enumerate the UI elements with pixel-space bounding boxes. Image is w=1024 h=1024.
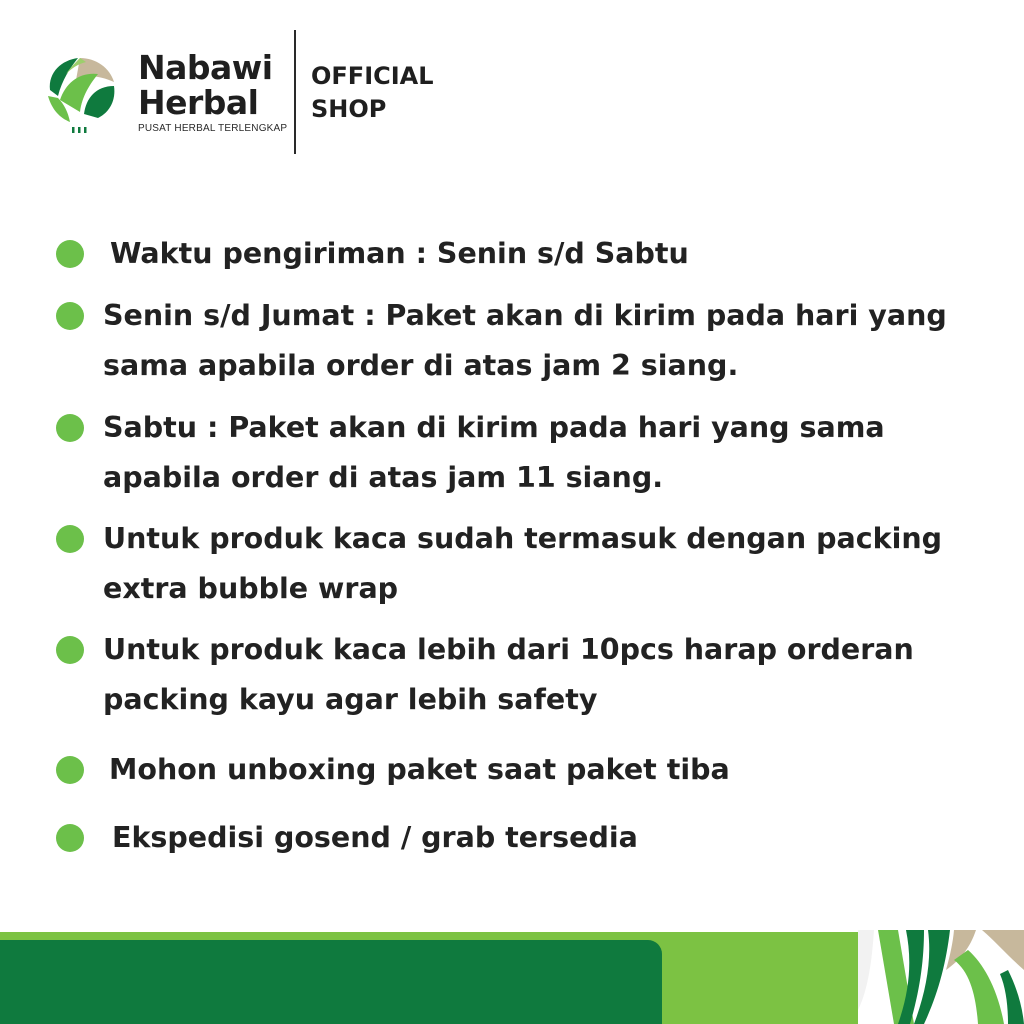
list-item-line: Senin s/d Jumat : Paket akan di kirim pada hari yang — [103, 299, 947, 332]
list-item-text — [103, 291, 947, 391]
official-label: OFFICIAL — [311, 62, 434, 90]
leaf-pattern-icon — [858, 930, 1024, 1024]
list-item-line: apabila order di atas jam 11 siang. — [103, 461, 664, 494]
list-item-text — [112, 813, 638, 863]
bullet-dot-icon — [56, 240, 84, 268]
brand-tagline: PUSAT HERBAL TERLENGKAP — [138, 123, 288, 134]
bullet-dot-icon — [56, 302, 84, 330]
list-item-line: extra bubble wrap — [103, 572, 399, 605]
bullet-dot-icon — [56, 756, 84, 784]
list-item-line: Waktu pengiriman : Senin s/d Sabtu — [110, 237, 689, 270]
list-item-line: Untuk produk kaca lebih dari 10pcs harap orderan — [103, 633, 914, 666]
brand-name-line1: Nabawi — [138, 48, 273, 87]
list-item-line: Untuk produk kaca sudah termasuk dengan packing — [103, 522, 943, 555]
list-item-line: Ekspedisi gosend / grab tersedia — [112, 821, 638, 854]
list-item-line: sama apabila order di atas jam 2 siang. — [103, 349, 739, 382]
list-item-line: Sabtu : Paket akan di kirim pada hari yang sama — [103, 411, 885, 444]
bullet-dot-icon — [56, 824, 84, 852]
list-item-line: packing kayu agar lebih safety — [103, 683, 598, 716]
bullet-dot-icon — [56, 525, 84, 553]
brand-name-line2: Herbal — [138, 83, 259, 122]
list-item-text — [103, 625, 914, 725]
bullet-dot-icon — [56, 636, 84, 664]
footer-band-dark — [0, 940, 662, 1024]
bullet-dot-icon — [56, 414, 84, 442]
list-item-text — [110, 229, 689, 279]
list-item-line: Mohon unboxing paket saat paket tiba — [109, 753, 730, 786]
list-item-text — [109, 745, 730, 795]
shop-label: SHOP — [311, 95, 387, 123]
list-item-text — [103, 514, 942, 614]
list-item-text — [103, 403, 885, 503]
